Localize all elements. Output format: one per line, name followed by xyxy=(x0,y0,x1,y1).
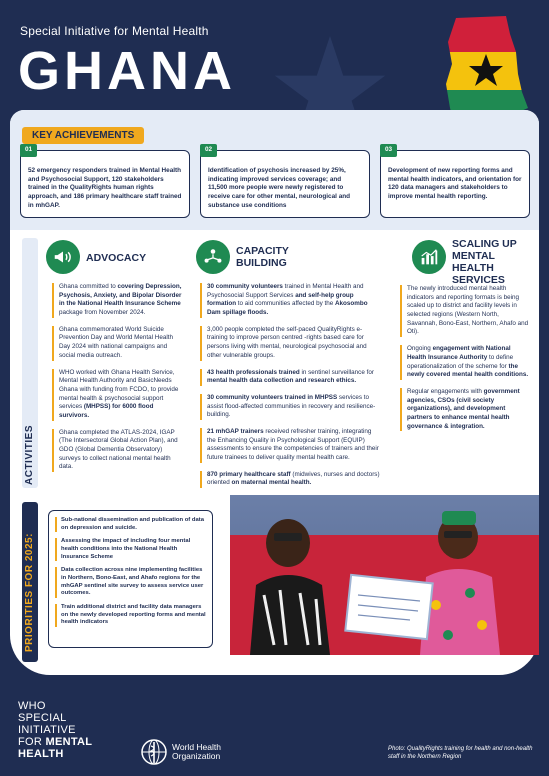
who-initiative-logo: WHO SPECIAL INITIATIVE FOR MENTAL HEALTH xyxy=(18,700,93,761)
list-item: WHO worked with Ghana Health Service, Mental Health Authority and BasicNeeds Ghana with funding from FCDO, to provide mental health & psychosocial support services (MHPSS) for 6000 flood survivors. xyxy=(52,369,182,421)
achievement-card-2 xyxy=(200,146,370,218)
list-item: The newly introduced mental health indicators and reporting formats is being scaled up to district and facility levels in selected regions (Western North, Savannah, Bono-East, Northern, Ahafo and Oti). xyxy=(400,285,530,337)
list-item: Assessing the impact of including four mental health conditions into the National Health Insurance Scheme xyxy=(55,538,206,561)
page-title: GHANA xyxy=(18,41,236,101)
key-achievements-label: KEY ACHIEVEMENTS xyxy=(22,127,144,144)
list-item: Ghana completed the ATLAS-2024, IGAP (The Intersectoral Global Action Plan), and GDO (Global Dementia Observatory) surveys to collect national mental health data. xyxy=(52,429,182,472)
header-subtitle: Special Initiative for Mental Health xyxy=(20,24,209,38)
list-item: Data collection across nine implementing facilities in Northern, Bono-East, and Ahafo regions for the mhGAP sentinel site survey to assess service user outcomes. xyxy=(55,567,206,598)
list-item: Sub-national dissemination and publication of data on depression and suicide. xyxy=(55,517,206,532)
achievement-text: Development of new reporting forms and mental health indicators, and orientation for 120 data managers and stakeholders to improve mental health reporting. xyxy=(388,167,522,200)
list-item: Train additional district and facility data managers on the newly developed reporting forms and mental health indicators xyxy=(55,604,206,627)
photo-caption: Photo: QualityRights training for health and non-health staff in the Northern Region xyxy=(388,746,533,760)
activities-label: ACTIVITIES xyxy=(24,424,35,485)
advocacy-title: ADVOCACY xyxy=(86,252,147,264)
list-item: 870 primary healthcare staff (midwives, nurses and doctors) oriented on maternal mental health. xyxy=(200,471,380,488)
achievement-card-3 xyxy=(380,146,530,218)
bar-chart-icon xyxy=(412,240,446,274)
achievement-number: 01 xyxy=(20,144,37,157)
scaling-up-title: SCALING UP MENTAL HEALTH SERVICES xyxy=(452,238,517,287)
list-item: 30 community volunteers trained in MHPSS services to assist flood-affected communities in recovery and resilience-building. xyxy=(200,394,380,420)
list-item: Ghana commemorated World Suicide Prevention Day and World Mental Health Day 2024 with national campaigns and social media outreach. xyxy=(52,326,182,361)
advocacy-list xyxy=(52,283,182,480)
who-organization-logo: World Health Organization xyxy=(140,738,221,766)
megaphone-icon xyxy=(46,240,80,274)
achievement-number: 02 xyxy=(200,144,217,157)
list-item: 3,000 people completed the self-paced QualityRights e-training to improve person centred -rights based care for persons living with mental, neurological psychosocial and other vulnerable groups. xyxy=(200,326,380,361)
achievement-text: 52 emergency responders trained in Mental Health and Psychosocial Support, 120 stakeholders trained in the QualityRights human rights approach, and 186 primary healthcare staff trained in mhGAP. xyxy=(28,167,182,209)
achievement-number: 03 xyxy=(380,144,397,157)
list-item: Regular engagements with government agencies, CSOs (civil society organizations), and development partners to enhance mental health governance & integration. xyxy=(400,388,530,431)
scaling-list xyxy=(400,285,530,439)
people-network-icon xyxy=(196,240,230,274)
achievement-text: Identification of psychosis increased by 25%, indicating improved services coverage; and 11,500 more people were newly registered to receive care for other mental, neurological and substance use conditions xyxy=(208,167,351,209)
list-item: Ongoing engagement with National Health Insurance Authority to define operationalization of the scheme for the newly covered mental health conditions. xyxy=(400,345,530,380)
achievement-card-1 xyxy=(20,146,190,218)
who-emblem-icon xyxy=(140,738,168,766)
priorities-label: PRIORITIES FOR 2025: xyxy=(24,533,35,652)
list-item: 43 health professionals trained in sentinel surveillance for mental health data collection and research ethics. xyxy=(200,369,380,386)
training-photo xyxy=(230,495,539,655)
capacity-list xyxy=(200,283,380,496)
list-item: Ghana committed to covering Depression, Psychosis, Anxiety, and Bipolar Disorder in the National Health Insurance Scheme package from November 2024. xyxy=(52,283,182,318)
list-item: 21 mhGAP trainers received refresher training, integrating the Enhancing Quality in Psychological Support (EQUIP) assessments to ensure the competencies of trainers and their future trainees to deliver quality mental health care. xyxy=(200,428,380,463)
priorities-box xyxy=(48,510,213,648)
list-item: 30 community volunteers trained in Mental Health and Psychosocial Support Services and self-help group formation to aid communities affected by the Akosombo Dam spillage floods. xyxy=(200,283,380,318)
photo-illustration xyxy=(230,495,539,655)
capacity-building-title: CAPACITY BUILDING xyxy=(236,245,289,270)
